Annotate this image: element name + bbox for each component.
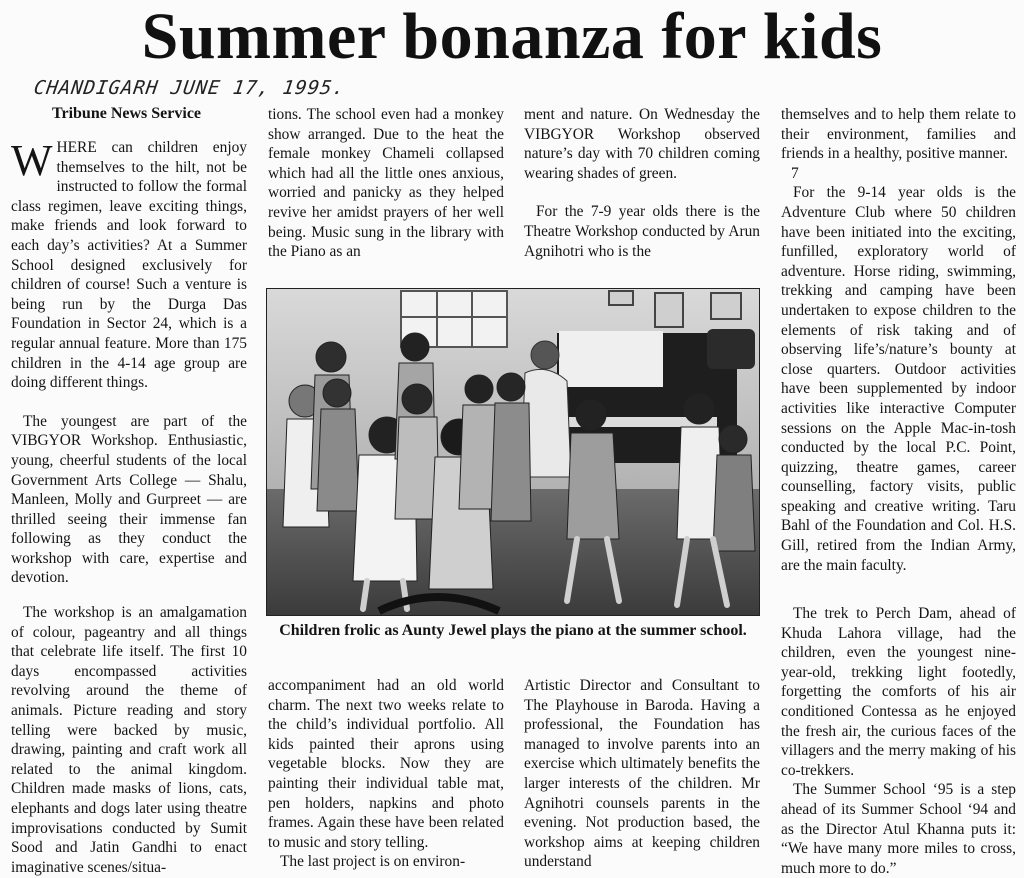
- news-photo: [266, 288, 760, 616]
- photo-illustration: [267, 289, 759, 615]
- column-1-bottom: [11, 603, 247, 877]
- paragraph: tions. The school even had a monkey show arranged. Due to the heat the female monkey Chameli collapsed which had all the little ones anxious, worried and panicky as they helped revive her amidst prayers of her well being. Music sung in the library with the Piano as an: [268, 106, 504, 261]
- column-4-top: [781, 105, 1016, 575]
- byline: Tribune News Service: [52, 105, 202, 122]
- drop-cap: W: [11, 136, 53, 185]
- column-3-top: [524, 105, 760, 261]
- headline: Summer bonanza for kids: [141, 0, 883, 73]
- stray-mark: 7: [791, 164, 799, 182]
- paragraph-text: HERE can children enjoy themselves to the hilt, not be instructed to follow the formal class regimen, leave exciting things, make friends and look forward to each day’s activities? At a Summer School designed exclusively for children of course! Such a venture is being run by the Durga Das Foundation in Sector 24, which is a regular annual feature. More than 175 children in the 4-14 age group are doing different things.: [11, 139, 247, 392]
- paragraph: ment and nature. On Wednesday the VIBGYOR Workshop observed nature’s day with 70 children coming wearing shades of green.: [524, 106, 760, 182]
- column-2-bottom: [268, 676, 504, 872]
- paragraph: themselves and to help them relate to their environment, families and friends in a healthy, positive manner.: [781, 106, 1016, 163]
- paragraph: The Summer School ‘95 is a step ahead of its Summer School ‘94 and as the Director Atul Khanna puts it: “We have many more miles to cross, much more to do.”: [781, 781, 1016, 877]
- paragraph: [11, 138, 247, 393]
- column-4-bottom: [781, 604, 1016, 878]
- column-3-bottom: [524, 676, 760, 872]
- handwritten-dateline: CHANDIGARH JUNE 17, 1995.: [32, 77, 347, 99]
- paragraph: Artistic Director and Consultant to The Playhouse in Baroda. Having a professional, the Foundation has managed to involve parents into an exercise which ultimately benefits the larger interests of the children. Mr Agnihotri counsels parents in the evening. Not production based, the workshop aims at keeping children understand: [524, 677, 760, 871]
- paragraph: accompaniment had an old world charm. The next two weeks relate to the child’s individual portfolio. All kids painted their aprons using vegetable blocks. Now they are painting their individual table mat, pen holders, napkins and photo frames. Again these have been related to music and story telling.: [268, 677, 504, 851]
- column-2-top: [268, 105, 504, 262]
- paragraph: The workshop is an amalgamation of colour, pageantry and all things that celebrate life itself. The first 10 days encompassed activities revolving around the theme of animals. Picture reading and story telling were backed by music, drawing, painting and craft work all related to the animal kingdom. Children made masks of lions, cats, elephants and dogs later using theatre improvisations conducted by Sumit Sood and Jatin Gandhi to enact imaginative scenes/situa-: [11, 604, 247, 876]
- paragraph: For the 9-14 year olds is the Adventure Club where 50 children have been initiated into the exciting, funfilled, exploratory world of adventure. Horse riding, swimming, trekking and camping have been undertaken to expose children to the elements of risk taking and of observing life’s/nature’s bounty at close quarters. Outdoor activities have been supplemented by indoor activities like interactive Computer sessions on the Apple Mac-in-tosh conducted by the local P.C. Point, quizzing, theatre games, career counselling, factory visits, public speaking and creative writing. Taru Bahl of the Foundation and Col. H.S. Gill, retired from the Indian Army, are the main faculty.: [781, 184, 1016, 574]
- paragraph: The youngest are part of the VIBGYOR Workshop. Enthusiastic, young, cheerful students of the local Government Arts College — Shalu, Manleen, Molly and Gurpreet — are thrilled seeing their immense fan following as they conduct the workshop with care, expertise and devotion.: [11, 412, 247, 587]
- photo-caption: Children frolic as Aunty Jewel plays the piano at the summer school.: [279, 622, 747, 639]
- paragraph: The last project is on environ-: [280, 853, 466, 871]
- paragraph: For the 7-9 year olds there is the Theatre Workshop conducted by Arun Agnihotri who is the: [524, 203, 760, 260]
- column-1-top: [11, 138, 247, 588]
- paragraph: The trek to Perch Dam, ahead of Khuda Lahora village, had the children, even the youngest nine-year-old, trekking light footedly, forgetting the comforts of his air conditioned Contessa as he enjoyed the fresh air, the curious faces of the villagers and the merry making of his co-trekkers.: [781, 605, 1016, 779]
